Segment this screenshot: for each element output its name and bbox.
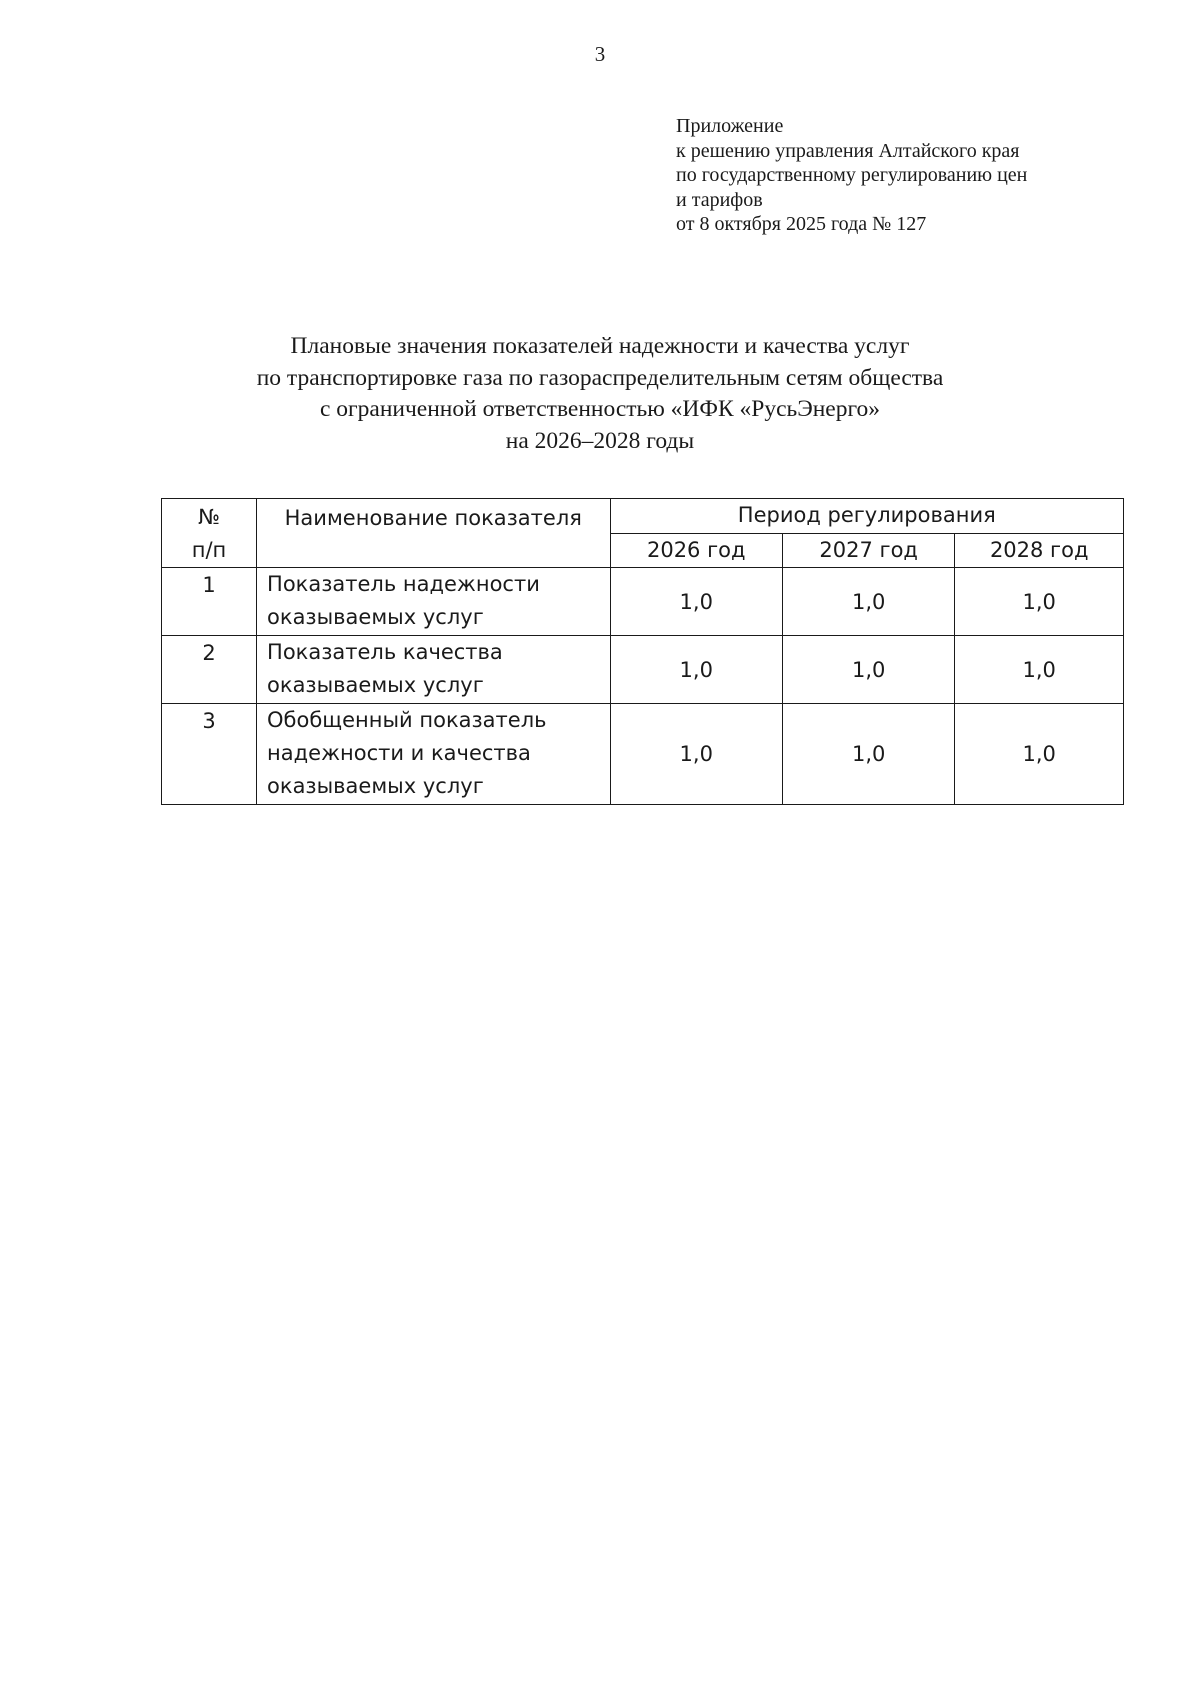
row-name-line: Обобщенный показатель	[267, 708, 547, 732]
row-name	[257, 636, 610, 704]
table-header-row	[162, 499, 1124, 534]
appendix-line: по государственному регулированию цен	[676, 164, 1028, 186]
header-name: Наименование показателя	[257, 499, 610, 568]
table-row	[162, 704, 1124, 805]
table-row	[162, 636, 1124, 704]
row-value: 1,0	[610, 568, 782, 636]
appendix-line: от 8 октября 2025 года № 127	[676, 213, 927, 235]
row-name	[257, 568, 610, 636]
row-value: 1,0	[955, 636, 1124, 704]
header-num-line2: п/п	[191, 538, 227, 562]
row-num: 2	[162, 636, 257, 704]
header-year: 2028 год	[955, 533, 1124, 568]
title-line: Плановые значения показателей надежности и качества услуг	[290, 333, 910, 359]
appendix-line: и тарифов	[676, 188, 763, 211]
row-name-line: оказываемых услуг	[267, 774, 484, 798]
row-num: 1	[162, 568, 257, 636]
header-period: Период регулирования	[610, 499, 1123, 534]
row-value: 1,0	[782, 568, 954, 636]
row-value: 1,0	[955, 568, 1124, 636]
row-name-line: оказываемых услуг	[267, 605, 484, 629]
header-year: 2027 год	[782, 533, 954, 568]
title-line: на 2026–2028 годы	[505, 427, 695, 454]
table-row	[162, 568, 1124, 636]
row-value: 1,0	[610, 636, 782, 704]
row-name-line: надежности и качества	[267, 741, 531, 765]
title-line: с ограниченной ответственностью «ИФК «РусьЭнерго»	[319, 396, 881, 422]
document-title	[0, 331, 1200, 457]
appendix-header	[676, 114, 1176, 237]
row-value: 1,0	[955, 704, 1124, 805]
row-name-line: Показатель качества	[267, 640, 503, 664]
row-value: 1,0	[782, 704, 954, 805]
row-name-line: оказываемых услуг	[267, 673, 484, 697]
header-num	[162, 499, 257, 568]
row-num: 3	[162, 704, 257, 805]
indicators-table	[161, 498, 1124, 805]
row-name-line: Показатель надежности	[267, 572, 540, 596]
appendix-line: к решению управления Алтайского края	[676, 139, 1020, 162]
appendix-line: Приложение	[676, 115, 784, 137]
header-num-line1: №	[198, 505, 220, 529]
row-value: 1,0	[610, 704, 782, 805]
title-line: по транспортировке газа по газораспределительным сетям общества	[256, 364, 944, 391]
row-name	[257, 704, 610, 805]
page-number: 3	[594, 42, 606, 66]
row-value: 1,0	[782, 636, 954, 704]
header-year: 2026 год	[610, 533, 782, 568]
